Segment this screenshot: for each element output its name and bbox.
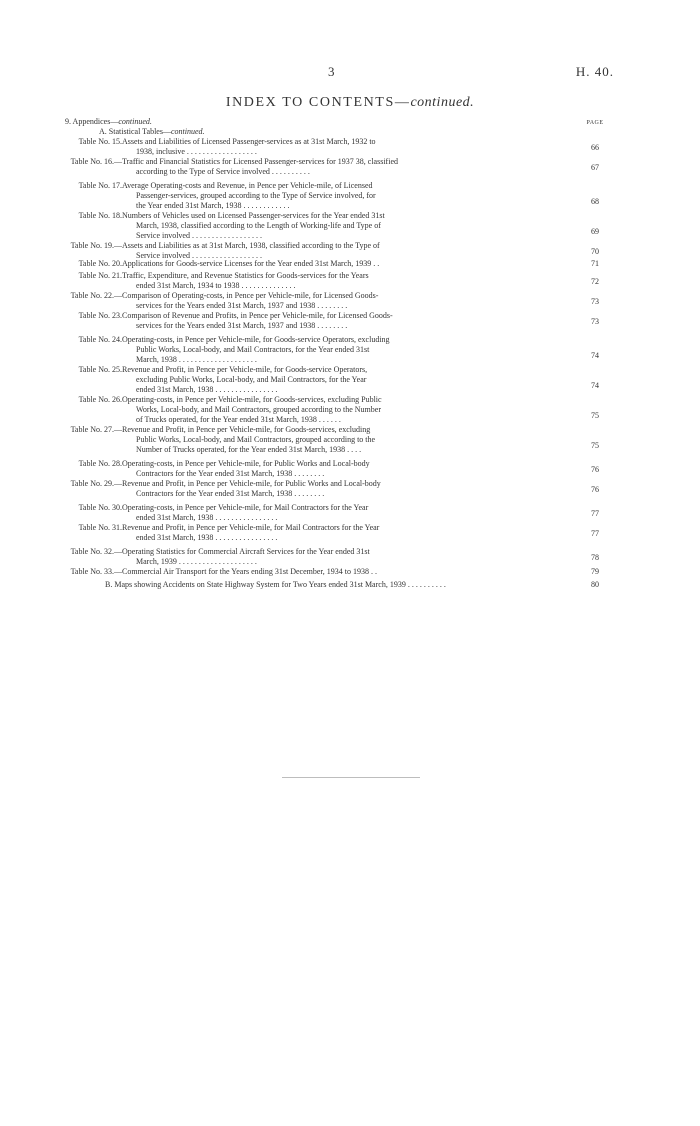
toc-entry-line: Revenue and Profit, in Pence per Vehicle-mile, for Goods-service Operators, xyxy=(122,365,368,374)
toc-entry-description xyxy=(122,241,492,261)
toc-entry-line: Service involved . . . . . . . . . . . . . . . . . . xyxy=(136,251,262,260)
section-heading-continued: continued. xyxy=(118,117,152,126)
toc-entry-page: 76 xyxy=(591,485,599,494)
toc-entry-page: 68 xyxy=(591,197,599,206)
toc-entry-description xyxy=(122,425,492,455)
toc-entry-label: Table No. 17. xyxy=(78,181,122,190)
toc-entry-description xyxy=(122,479,492,499)
toc-entry-line: ended 31st March, 1938 . . . . . . . . . . . . . . . . xyxy=(136,385,278,394)
horizontal-rule xyxy=(282,777,420,778)
toc-entry-label: Table No. 29.— xyxy=(70,479,122,488)
toc-entry-line: Operating-costs, in Pence per Vehicle-mile, for Goods-service Operators, excluding xyxy=(122,335,390,344)
toc-entry-label: Table No. 27.— xyxy=(70,425,122,434)
maps-entry: B. Maps showing Accidents on State Highway System for Two Years ended 31st March, 1939 . . . . . . . . . . xyxy=(105,580,446,589)
toc-entry-page: 69 xyxy=(591,227,599,236)
toc-entry-page: 74 xyxy=(591,381,599,390)
toc-entry-line: services for the Years ended 31st March, 1937 and 1938 . . . . . . . . xyxy=(136,301,348,310)
toc-entry-line: Contractors for the Year ended 31st March, 1938 . . . . . . . . xyxy=(136,469,325,478)
toc-entry-page: 67 xyxy=(591,163,599,172)
toc-entry-line: Traffic and Financial Statistics for Licensed Passenger-services for 1937 38, classified xyxy=(122,157,398,166)
toc-entry-line: Comparison of Operating-costs, in Pence per Vehicle-mile, for Licensed Goods- xyxy=(122,291,379,300)
toc-entry-description xyxy=(122,503,492,523)
toc-entry-description xyxy=(122,311,492,331)
index-title xyxy=(0,95,700,111)
toc-entry-line: March, 1938 . . . . . . . . . . . . . . . . . . . . xyxy=(136,355,257,364)
toc-entry-line: excluding Public Works, Local-body, and Mail Contractors, for the Year xyxy=(136,375,367,384)
toc-entry-line: Revenue and Profit, in Pence per Vehicle-mile, for Public Works and Local-body xyxy=(122,479,381,488)
toc-entry-label: Table No. 26. xyxy=(78,395,122,404)
toc-entry-description xyxy=(122,567,492,577)
toc-entry-page: 73 xyxy=(591,317,599,326)
section-heading-prefix: 9. Appendices— xyxy=(65,117,119,126)
toc-entry-description xyxy=(122,547,492,567)
toc-entry-line: Average Operating-costs and Revenue, in Pence per Vehicle-mile, of Licensed xyxy=(122,181,373,190)
toc-entry-label: Table No. 20. xyxy=(78,259,122,268)
toc-entry-description xyxy=(122,459,492,479)
toc-entry-description xyxy=(122,137,492,157)
toc-entry-label: Table No. 21. xyxy=(78,271,122,280)
toc-entry-line: Comparison of Revenue and Profits, in Pence per Vehicle-mile, for Licensed Goods- xyxy=(122,311,393,320)
toc-entry-line: Contractors for the Year ended 31st March, 1938 . . . . . . . . xyxy=(136,489,325,498)
toc-entry-line: Revenue and Profit, in Pence per Vehicle-mile, for Mail Contractors for the Year xyxy=(122,523,380,532)
toc-entry-line: Numbers of Vehicles used on Licensed Passenger-services for the Year ended 31st xyxy=(122,211,385,220)
toc-entry-page: 75 xyxy=(591,411,599,420)
toc-entry-page: 77 xyxy=(591,509,599,518)
toc-entry-line: March, 1938, classified according to the Length of Working-life and Type of xyxy=(136,221,381,230)
toc-entry-line: Assets and Liabilities as at 31st March, 1938, classified according to the Type of xyxy=(122,241,380,250)
toc-entry-page: 75 xyxy=(591,441,599,450)
index-title-main: INDEX TO CONTENTS— xyxy=(225,95,411,110)
toc-entry-description xyxy=(122,291,492,311)
toc-entry-line: Applications for Goods-service Licenses for the Year ended 31st March, 1939 . . xyxy=(122,259,380,268)
toc-entry-label: Table No. 15. xyxy=(78,137,122,146)
toc-entry-label: Table No. 30. xyxy=(78,503,122,512)
toc-entry-line: according to the Type of Service involved . . . . . . . . . . xyxy=(136,167,310,176)
toc-entry-line: Number of Trucks operated, for the Year ended 31st March, 1938 . . . . xyxy=(136,445,362,454)
toc-entry-label: Table No. 16.— xyxy=(70,157,122,166)
toc-entry-line: Passenger-services, grouped according to the Type of Service involved, for xyxy=(136,191,376,200)
toc-entry-line: Revenue and Profit, in Pence per Vehicle-mile, for Goods-services, excluding xyxy=(122,425,371,434)
subsection-heading-continued: continued. xyxy=(170,127,205,136)
maps-entry-page: 80 xyxy=(591,580,599,589)
toc-entry-description xyxy=(122,259,492,269)
toc-entry-page: 74 xyxy=(591,351,599,360)
toc-entry-line: Public Works, Local-body, and Mail Contractors, grouped according to the xyxy=(136,435,376,444)
toc-entry-label: Table No. 23. xyxy=(78,311,122,320)
toc-entry-line: ended 31st March, 1938 . . . . . . . . . . . . . . . . xyxy=(136,513,278,522)
toc-entry-line: the Year ended 31st March, 1938 . . . . . . . . . . . . xyxy=(136,201,290,210)
toc-entry-line: Operating-costs, in Pence per Vehicle-mile, for Public Works and Local-body xyxy=(122,459,370,468)
toc-entry-line: ended 31st March, 1934 to 1938 . . . . . . . . . . . . . . xyxy=(136,281,296,290)
toc-entry-line: Service involved . . . . . . . . . . . . . . . . . . xyxy=(136,231,262,240)
toc-entry-description xyxy=(122,157,492,177)
toc-entry-description xyxy=(122,271,492,291)
toc-entry-page: 73 xyxy=(591,297,599,306)
toc-entry-line: of Trucks operated, for the Year ended 31st March, 1938 . . . . . . xyxy=(136,415,341,424)
toc-entry-line: 1938, inclusive . . . . . . . . . . . . . . . . . . xyxy=(136,147,257,156)
toc-entry-label: Table No. 18. xyxy=(78,211,122,220)
toc-entry-label: Table No. 33.— xyxy=(70,567,122,576)
toc-entry-label: Table No. 31. xyxy=(78,523,122,532)
toc-entry-page: 79 xyxy=(591,567,599,576)
toc-entry-label: Table No. 28. xyxy=(78,459,122,468)
toc-entry-page: 71 xyxy=(591,259,599,268)
toc-entry-line: ended 31st March, 1938 . . . . . . . . . . . . . . . . xyxy=(136,533,278,542)
toc-entry-line: Operating Statistics for Commercial Aircraft Services for the Year ended 31st xyxy=(122,547,370,556)
toc-entry-page: 78 xyxy=(591,553,599,562)
toc-entry-line: Operating-costs, in Pence per Vehicle-mile, for Goods-services, excluding Public xyxy=(122,395,382,404)
toc-entry-page: 72 xyxy=(591,277,599,286)
toc-entry-description xyxy=(122,211,492,241)
toc-entry-description xyxy=(122,181,492,211)
toc-entry-label: Table No. 25. xyxy=(78,365,122,374)
toc-entry-label: Table No. 24. xyxy=(78,335,122,344)
toc-entry-line: Commercial Air Transport for the Years ending 31st December, 1934 to 1938 . . xyxy=(122,567,377,576)
section-heading xyxy=(65,117,152,126)
toc-entry-line: Traffic, Expenditure, and Revenue Statistics for Goods-services for the Years xyxy=(122,271,369,280)
subsection-heading xyxy=(99,127,205,136)
toc-entry-page: 77 xyxy=(591,529,599,538)
toc-entry-label: Table No. 32.— xyxy=(70,547,122,556)
page-column-label: PAGE xyxy=(586,120,604,126)
toc-entry-description xyxy=(122,395,492,425)
index-title-continued: continued. xyxy=(410,95,475,110)
report-reference: H. 40. xyxy=(575,64,614,79)
toc-entry-label: Table No. 19.— xyxy=(70,241,122,250)
toc-entry-line: Assets and Liabilities of Licensed Passenger-services as at 31st March, 1932 to xyxy=(122,137,376,146)
toc-entry-page: 66 xyxy=(591,143,599,152)
toc-entry-page: 70 xyxy=(591,247,599,256)
toc-entry-page: 76 xyxy=(591,465,599,474)
toc-entry-label: Table No. 22.— xyxy=(70,291,122,300)
toc-entry-description xyxy=(122,523,492,543)
toc-entry-line: Public Works, Local-body, and Mail Contractors, for the Year ended 31st xyxy=(136,345,370,354)
toc-entry-description xyxy=(122,365,492,395)
toc-entry-line: March, 1939 . . . . . . . . . . . . . . . . . . . . xyxy=(136,557,257,566)
toc-entry-line: services for the Years ended 31st March, 1937 and 1938 . . . . . . . . xyxy=(136,321,348,330)
toc-entry-line: Works, Local-body, and Mail Contractors, grouped according to the Number xyxy=(136,405,381,414)
page-number: 3 xyxy=(328,64,335,79)
subsection-heading-prefix: A. Statistical Tables— xyxy=(99,127,171,136)
toc-entry-line: Operating-costs, in Pence per Vehicle-mile, for Mail Contractors for the Year xyxy=(122,503,369,512)
toc-entry-description xyxy=(122,335,492,365)
